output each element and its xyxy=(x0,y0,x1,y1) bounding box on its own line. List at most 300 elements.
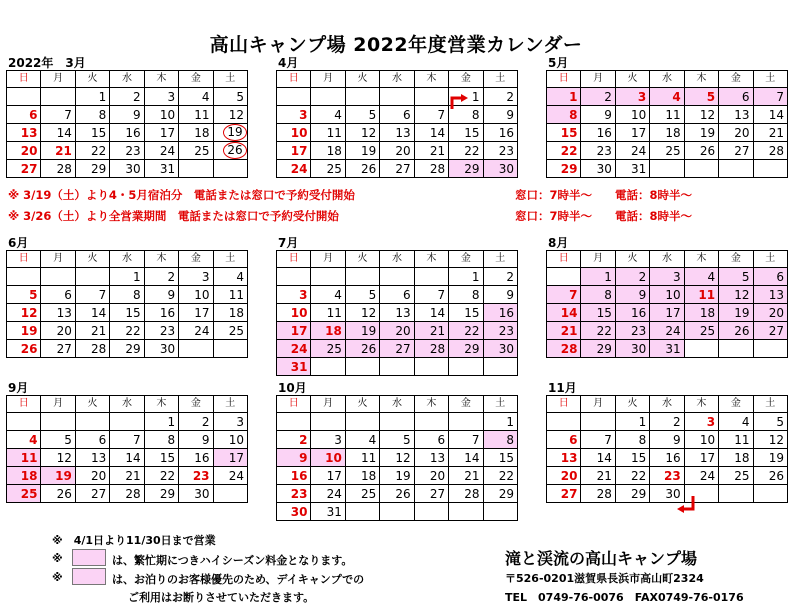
day-cell xyxy=(753,322,787,340)
empty-cell xyxy=(7,268,41,286)
day-cell xyxy=(110,88,144,106)
empty-cell xyxy=(179,160,213,178)
week-row xyxy=(277,503,518,521)
day-cell xyxy=(449,304,483,322)
day-number: 7 xyxy=(604,432,612,447)
weekday-header: 月 xyxy=(581,396,615,413)
day-cell xyxy=(449,160,483,178)
week-row xyxy=(7,106,248,124)
day-cell xyxy=(75,467,109,485)
weekday-header: 金 xyxy=(719,71,753,88)
day-number: 30 xyxy=(125,161,141,176)
day-number: 4 xyxy=(201,89,210,104)
day-number: 9 xyxy=(638,287,647,302)
day-number: 18 xyxy=(734,450,750,465)
weekday-header: 月 xyxy=(311,251,345,268)
month-9 xyxy=(6,381,248,503)
day-cell xyxy=(277,358,311,376)
day-cell xyxy=(684,413,718,431)
day-cell xyxy=(753,431,787,449)
day-number: 8 xyxy=(98,107,107,122)
weekday-header: 金 xyxy=(179,71,213,88)
day-cell xyxy=(449,467,483,485)
day-cell xyxy=(179,485,213,503)
day-cell xyxy=(380,431,414,449)
opening-arrow-icon xyxy=(449,94,469,110)
day-number: 5 xyxy=(776,414,784,429)
notice-2: ※ 3/26（土）より全営業期間 電話または窓口で予約受付開始 xyxy=(8,209,339,223)
day-cell xyxy=(483,106,517,124)
day-cell xyxy=(719,449,753,467)
day-number: 14 xyxy=(90,305,107,320)
day-number: 17 xyxy=(290,323,308,338)
day-number: 23 xyxy=(159,323,176,338)
day-number: 2 xyxy=(604,89,612,104)
day-number: 17 xyxy=(228,450,244,465)
day-cell xyxy=(380,485,414,503)
calendar-table xyxy=(276,395,518,521)
day-cell xyxy=(753,124,787,142)
weekday-header: 日 xyxy=(7,251,41,268)
closing-arrow-icon xyxy=(676,496,696,514)
day-number: 18 xyxy=(326,143,342,158)
day-cell xyxy=(41,106,75,124)
empty-cell xyxy=(213,160,247,178)
day-number: 1 xyxy=(167,414,176,429)
day-number: 19 xyxy=(768,450,784,465)
day-number: 15 xyxy=(498,450,514,465)
day-number: 29 xyxy=(159,486,176,501)
weekday-header: 日 xyxy=(277,71,311,88)
day-number: 8 xyxy=(471,107,480,122)
month-8 xyxy=(546,236,788,358)
day-cell xyxy=(345,142,379,160)
empty-cell xyxy=(277,413,311,431)
day-number: 20 xyxy=(395,143,411,158)
day-cell xyxy=(7,286,41,304)
empty-cell xyxy=(719,340,753,358)
day-number: 21 xyxy=(464,468,480,483)
empty-cell xyxy=(719,160,753,178)
day-cell xyxy=(179,88,213,106)
month-label: 2022年 3月 xyxy=(8,56,86,70)
day-number: 24 xyxy=(630,143,647,158)
day-number: 10 xyxy=(159,107,176,122)
day-number: 5 xyxy=(236,89,244,104)
day-number: 12 xyxy=(360,125,377,140)
week-row xyxy=(7,322,248,340)
day-cell xyxy=(179,431,213,449)
day-cell xyxy=(615,160,649,178)
weekday-header: 木 xyxy=(144,251,178,268)
day-number: 22 xyxy=(596,323,612,338)
day-cell xyxy=(684,142,718,160)
weekday-header: 金 xyxy=(179,251,213,268)
week-row xyxy=(7,485,248,503)
empty-cell xyxy=(719,485,753,503)
day-number: 29 xyxy=(464,341,480,356)
empty-cell xyxy=(547,268,581,286)
day-number: 12 xyxy=(228,107,244,122)
day-number: 24 xyxy=(228,468,244,483)
day-number: 12 xyxy=(768,432,784,447)
day-number: 28 xyxy=(596,486,612,501)
week-row xyxy=(547,106,788,124)
day-number: 1 xyxy=(569,89,578,104)
day-number: 15 xyxy=(90,125,107,140)
day-number: 9 xyxy=(201,432,210,447)
day-cell xyxy=(547,142,581,160)
day-number: 25 xyxy=(326,341,342,356)
weekday-header: 月 xyxy=(581,71,615,88)
day-cell xyxy=(110,449,144,467)
weekday-header: 水 xyxy=(380,251,414,268)
day-number: 25 xyxy=(665,143,681,158)
weekday-header: 土 xyxy=(213,396,247,413)
week-row xyxy=(7,340,248,358)
empty-cell xyxy=(7,88,41,106)
day-cell xyxy=(483,467,517,485)
day-cell xyxy=(311,322,345,340)
pink-swatch-camper-priority xyxy=(72,568,106,585)
week-row xyxy=(277,322,518,340)
address: 〒526-0201滋賀県長浜市高山町2324 xyxy=(505,572,704,585)
day-number: 2 xyxy=(167,269,176,284)
day-cell xyxy=(449,485,483,503)
day-cell xyxy=(345,340,379,358)
day-number: 19 xyxy=(20,323,38,338)
weekday-header: 木 xyxy=(414,71,448,88)
empty-cell xyxy=(753,340,787,358)
day-number: 22 xyxy=(630,468,647,483)
day-number: 4 xyxy=(368,432,377,447)
day-number: 14 xyxy=(429,305,446,320)
day-number: 7 xyxy=(437,287,446,302)
day-cell xyxy=(414,485,448,503)
day-number: 11 xyxy=(228,287,244,302)
day-number: 9 xyxy=(506,107,514,122)
week-row xyxy=(547,124,788,142)
day-cell xyxy=(213,88,247,106)
week-row xyxy=(277,485,518,503)
day-cell xyxy=(547,322,581,340)
day-cell xyxy=(380,340,414,358)
day-cell xyxy=(345,106,379,124)
day-number: 8 xyxy=(167,432,176,447)
weekday-header: 木 xyxy=(144,396,178,413)
weekday-header: 水 xyxy=(650,396,684,413)
footer-line-3: は、お泊りのお客様優先のため、デイキャンプでの xyxy=(112,573,365,586)
weekday-header: 火 xyxy=(75,396,109,413)
day-number: 3 xyxy=(334,432,342,447)
day-cell xyxy=(110,268,144,286)
day-cell xyxy=(483,286,517,304)
day-cell xyxy=(483,322,517,340)
week-row xyxy=(277,413,518,431)
day-number: 16 xyxy=(630,305,647,320)
day-number: 8 xyxy=(506,432,514,447)
day-number: 15 xyxy=(464,305,480,320)
day-number: 12 xyxy=(360,305,377,320)
hours-2: 窓口：7時半～ 電話：8時半～ xyxy=(515,209,693,223)
empty-cell xyxy=(414,358,448,376)
day-number: 16 xyxy=(159,305,176,320)
day-number: 28 xyxy=(125,486,141,501)
day-number: 23 xyxy=(192,468,210,483)
day-cell xyxy=(581,268,615,286)
day-cell xyxy=(449,431,483,449)
calendar-table xyxy=(276,250,518,376)
day-cell xyxy=(277,485,311,503)
day-number: 12 xyxy=(20,305,38,320)
day-cell xyxy=(41,160,75,178)
weekday-header: 水 xyxy=(110,71,144,88)
day-cell xyxy=(414,449,448,467)
day-cell xyxy=(547,340,581,358)
week-row xyxy=(277,286,518,304)
day-cell xyxy=(213,449,247,467)
day-number: 8 xyxy=(471,287,480,302)
day-cell xyxy=(144,286,178,304)
day-number: 16 xyxy=(194,450,210,465)
week-row xyxy=(7,286,248,304)
week-row xyxy=(7,142,248,160)
day-number: 23 xyxy=(498,323,514,338)
day-cell xyxy=(7,106,41,124)
weekday-header: 火 xyxy=(75,71,109,88)
day-cell xyxy=(179,124,213,142)
day-cell xyxy=(213,268,247,286)
day-cell xyxy=(615,268,649,286)
day-number: 4 xyxy=(236,269,244,284)
day-number: 28 xyxy=(429,341,446,356)
empty-cell xyxy=(277,268,311,286)
month-label: 5月 xyxy=(548,56,569,70)
day-number: 20 xyxy=(395,323,411,338)
day-number: 19 xyxy=(699,125,716,140)
day-cell xyxy=(179,467,213,485)
weekday-header: 金 xyxy=(449,251,483,268)
day-number: 13 xyxy=(20,125,38,140)
day-cell xyxy=(449,322,483,340)
day-cell xyxy=(719,286,753,304)
day-cell xyxy=(615,304,649,322)
empty-cell xyxy=(684,160,718,178)
day-number: 20 xyxy=(90,468,107,483)
day-cell xyxy=(213,322,247,340)
day-cell xyxy=(144,142,178,160)
week-row xyxy=(547,88,788,106)
day-cell xyxy=(719,268,753,286)
notice-1: ※ 3/19（土）より4・5月宿泊分 電話または窓口で予約受付開始 xyxy=(8,188,355,202)
day-number: 24 xyxy=(665,323,681,338)
day-cell xyxy=(277,142,311,160)
day-number: 10 xyxy=(194,287,210,302)
day-number: 29 xyxy=(464,161,480,176)
day-number: 17 xyxy=(665,305,681,320)
day-cell xyxy=(7,142,41,160)
month-3 xyxy=(6,56,248,178)
week-row xyxy=(7,467,248,485)
day-number: 23 xyxy=(498,143,514,158)
day-number: 5 xyxy=(64,432,72,447)
weekday-header: 火 xyxy=(615,251,649,268)
day-number: 10 xyxy=(665,287,681,302)
day-cell xyxy=(615,340,649,358)
day-number: 27 xyxy=(90,486,107,501)
footer-line-1: ※ 4/1日より11/30日まで営業 xyxy=(52,534,216,547)
day-cell xyxy=(213,106,247,124)
empty-cell xyxy=(414,88,448,106)
day-cell xyxy=(547,485,581,503)
day-number: 6 xyxy=(29,107,38,122)
day-number: 2 xyxy=(506,269,514,284)
day-cell xyxy=(7,485,41,503)
day-number: 2 xyxy=(133,89,141,104)
calendar-table xyxy=(546,395,788,503)
day-number: 11 xyxy=(665,107,681,122)
day-number: 13 xyxy=(734,107,750,122)
day-number: 1 xyxy=(471,89,480,104)
day-number: 27 xyxy=(56,341,72,356)
day-cell xyxy=(213,124,247,142)
day-number: 24 xyxy=(194,323,210,338)
day-cell xyxy=(650,304,684,322)
day-cell xyxy=(144,304,178,322)
empty-cell xyxy=(449,358,483,376)
day-number: 15 xyxy=(560,125,578,140)
day-number: 15 xyxy=(159,450,176,465)
day-number: 18 xyxy=(194,125,210,140)
day-number: 15 xyxy=(596,305,612,320)
day-cell xyxy=(7,431,41,449)
day-cell xyxy=(483,268,517,286)
day-cell xyxy=(650,124,684,142)
day-cell xyxy=(581,340,615,358)
weekday-header: 木 xyxy=(414,251,448,268)
day-number: 20 xyxy=(56,323,72,338)
day-number: 29 xyxy=(498,486,514,501)
day-cell xyxy=(684,449,718,467)
day-number: 5 xyxy=(403,432,411,447)
day-cell xyxy=(753,268,787,286)
day-number: 27 xyxy=(429,486,446,501)
day-number: 7 xyxy=(569,287,578,302)
day-cell xyxy=(7,304,41,322)
day-cell xyxy=(615,322,649,340)
day-cell xyxy=(684,322,718,340)
day-cell xyxy=(41,142,75,160)
day-cell xyxy=(719,322,753,340)
empty-cell xyxy=(753,485,787,503)
weekday-header: 日 xyxy=(7,396,41,413)
day-number: 6 xyxy=(403,107,411,122)
day-number: 19 xyxy=(223,124,247,141)
day-cell xyxy=(615,106,649,124)
day-cell xyxy=(75,304,109,322)
day-number: 17 xyxy=(194,305,210,320)
day-number: 26 xyxy=(360,341,377,356)
day-number: 20 xyxy=(20,143,38,158)
day-cell xyxy=(179,322,213,340)
day-cell xyxy=(277,304,311,322)
day-cell xyxy=(41,485,75,503)
weekday-header: 土 xyxy=(483,71,517,88)
day-cell xyxy=(110,304,144,322)
weekday-header: 木 xyxy=(684,71,718,88)
empty-cell xyxy=(414,503,448,521)
week-row xyxy=(547,340,788,358)
weekday-header: 木 xyxy=(414,396,448,413)
day-number: 10 xyxy=(630,107,647,122)
day-cell xyxy=(144,340,178,358)
day-number: 1 xyxy=(471,269,480,284)
day-number: 12 xyxy=(395,450,411,465)
week-row xyxy=(547,413,788,431)
week-row xyxy=(277,431,518,449)
week-row xyxy=(277,358,518,376)
day-cell xyxy=(41,286,75,304)
empty-cell xyxy=(380,268,414,286)
week-row xyxy=(7,268,248,286)
day-number: 3 xyxy=(167,89,176,104)
day-number: 15 xyxy=(630,450,647,465)
empty-cell xyxy=(179,340,213,358)
day-cell xyxy=(75,322,109,340)
footer-line-2: は、繁忙期につきハイシーズン料金となります。 xyxy=(112,554,353,567)
day-number: 16 xyxy=(596,125,612,140)
day-number: 21 xyxy=(90,323,107,338)
weekday-header: 日 xyxy=(7,71,41,88)
day-cell xyxy=(7,449,41,467)
day-cell xyxy=(110,286,144,304)
weekday-header: 日 xyxy=(547,71,581,88)
day-number: 2 xyxy=(638,269,647,284)
week-row xyxy=(547,431,788,449)
weekday-header: 月 xyxy=(311,396,345,413)
day-cell xyxy=(144,88,178,106)
day-cell xyxy=(581,485,615,503)
day-number: 22 xyxy=(464,323,480,338)
week-row xyxy=(277,160,518,178)
day-cell xyxy=(547,88,581,106)
day-number: 27 xyxy=(734,143,750,158)
day-cell xyxy=(277,160,311,178)
day-number: 28 xyxy=(429,161,446,176)
day-cell xyxy=(75,142,109,160)
day-cell xyxy=(75,160,109,178)
day-number: 11 xyxy=(194,107,210,122)
day-number: 19 xyxy=(395,468,411,483)
day-number: 28 xyxy=(768,143,784,158)
week-row xyxy=(277,106,518,124)
empty-cell xyxy=(311,358,345,376)
day-cell xyxy=(684,88,718,106)
day-number: 18 xyxy=(325,323,342,338)
day-cell xyxy=(719,88,753,106)
day-number: 26 xyxy=(768,468,784,483)
day-number: 5 xyxy=(741,269,750,284)
week-row xyxy=(547,449,788,467)
day-cell xyxy=(449,340,483,358)
day-cell xyxy=(483,340,517,358)
day-number: 30 xyxy=(596,161,612,176)
empty-cell xyxy=(7,413,41,431)
day-number: 29 xyxy=(560,161,578,176)
day-number: 30 xyxy=(498,161,514,176)
day-number: 16 xyxy=(498,305,514,320)
week-row xyxy=(277,304,518,322)
